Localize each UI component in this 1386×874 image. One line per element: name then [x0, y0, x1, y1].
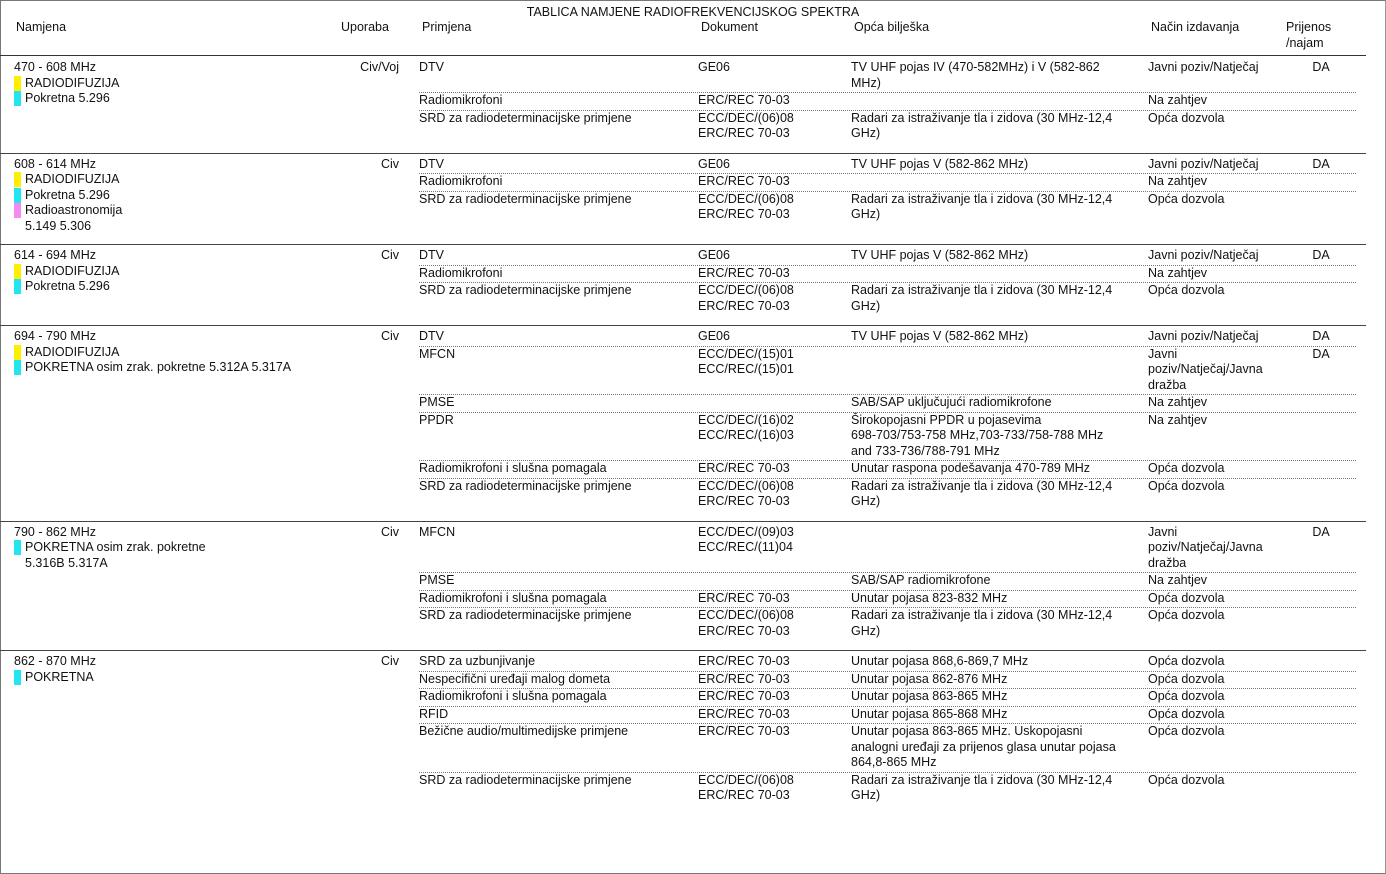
biljeska-cell [851, 93, 1148, 109]
service-color-marker [14, 172, 21, 187]
dokument-cell: ECC/DEC/(06)08 ERC/REC 70-03 [698, 608, 794, 638]
table-row [419, 413, 1356, 462]
dokument-cell: ERC/REC 70-03 [698, 689, 790, 703]
biljeska-cell [851, 266, 1148, 282]
prijenos-cell [1286, 773, 1356, 804]
dokument-cell [698, 573, 851, 589]
application-rows [419, 60, 1356, 143]
service-color-marker [14, 203, 21, 218]
service-color-marker [14, 264, 21, 279]
prijenos-cell [1286, 93, 1356, 109]
dokument-cell [698, 395, 851, 411]
biljeska-cell: Unutar pojasa 862-876 MHz [851, 671, 1008, 686]
dokument-cell: ERC/REC 70-03 [698, 174, 790, 188]
nacin-cell: Opća dozvola [1148, 608, 1225, 622]
dokument-cell: GE06 [698, 329, 730, 343]
biljeska-cell: Unutar pojasa 868,6-869,7 MHz [851, 654, 1029, 668]
table-row [419, 329, 1356, 347]
dokument-cell: ECC/DEC/(06)08 ERC/REC 70-03 [698, 191, 794, 221]
biljeska-cell: Unutar pojasa 865-868 MHz [851, 706, 1008, 721]
primjena-cell: DTV [419, 248, 444, 262]
service-color-marker [14, 188, 21, 203]
primjena-cell: Radiomikrofoni i slušna pomagala [419, 461, 607, 475]
allocation-item [14, 264, 340, 280]
table-row [419, 525, 1356, 574]
uporaba-cell: Civ [380, 156, 399, 171]
dokument-cell: ECC/DEC/(16)02 ECC/REC/(16)03 [698, 412, 794, 442]
frequency-section [0, 154, 1366, 246]
primjena-cell: SRD za uzbunjivanje [419, 654, 536, 668]
allocation-item [14, 188, 340, 204]
primjena-cell: SRD za radiodeterminacijske primjene [419, 191, 632, 206]
prijenos-cell [1286, 283, 1356, 314]
dokument-cell: ERC/REC 70-03 [698, 724, 790, 738]
dokument-cell: ERC/REC 70-03 [698, 93, 790, 107]
primjena-cell: PMSE [419, 573, 455, 587]
table-row [419, 773, 1356, 805]
application-rows [419, 525, 1356, 641]
biljeska-cell: Unutar raspona podešavanja 470-789 MHz [851, 461, 1091, 475]
primjena-cell: DTV [419, 329, 444, 343]
nacin-cell: Javni poziv/Natječaj/Javna dražba [1148, 346, 1263, 392]
biljeska-cell: Radari za istraživanje tla i zidova (30 MHz-12,4 GHz) [851, 191, 1113, 221]
biljeska-cell: TV UHF pojas V (582-862 MHz) [851, 329, 1029, 343]
prijenos-cell [1286, 707, 1356, 723]
prijenos-cell [1286, 174, 1356, 190]
nacin-cell: Na zahtjev [1148, 174, 1208, 188]
primjena-cell: DTV [419, 156, 444, 171]
frequency-range: 608 - 614 MHz [14, 156, 96, 171]
prijenos-cell [1286, 573, 1356, 589]
allocation-label: Radioastronomija 5.149 5.306 [25, 203, 123, 233]
prijenos-cell [1286, 672, 1356, 688]
application-rows [419, 329, 1356, 511]
table-row [419, 174, 1356, 192]
nacin-cell: Opća dozvola [1148, 191, 1225, 206]
namjena-cell [0, 248, 340, 315]
primjena-cell: DTV [419, 60, 444, 74]
table-row [419, 395, 1356, 413]
table-row [419, 192, 1356, 224]
table-title: TABLICA NAMJENE RADIOFREKVENCIJSKOG SPEKTRA [526, 5, 860, 19]
prijenos-cell [1286, 479, 1356, 510]
table-row [419, 347, 1356, 396]
allocation-label: Pokretna 5.296 [25, 91, 110, 105]
primjena-cell: RFID [419, 706, 449, 721]
header-biljeska: Opća bilješka [854, 20, 930, 34]
nacin-cell: Javni poziv/Natječaj [1148, 329, 1259, 343]
header-nacin: Način izdavanja [1151, 20, 1240, 34]
prijenos-cell [1286, 461, 1356, 477]
dokument-cell: ERC/REC 70-03 [698, 706, 790, 721]
dokument-cell: ERC/REC 70-03 [698, 265, 790, 280]
nacin-cell: Opća dozvola [1148, 671, 1225, 686]
header-divider [0, 55, 1366, 56]
dokument-cell: ECC/DEC/(06)08 ERC/REC 70-03 [698, 110, 794, 140]
nacin-cell: Na zahtjev [1148, 93, 1208, 107]
biljeska-cell: SAB/SAP uključujući radiomikrofone [851, 395, 1052, 409]
header-primjena: Primjena [422, 20, 472, 34]
nacin-cell: Na zahtjev [1148, 412, 1208, 427]
biljeska-cell: Unutar pojasa 823-832 MHz [851, 590, 1008, 605]
allocation-label: POKRETNA [25, 669, 94, 684]
primjena-cell: SRD za radiodeterminacijske primjene [419, 772, 632, 787]
table-row [419, 479, 1356, 511]
service-color-marker [14, 76, 21, 91]
prijenos-cell: DA [1312, 248, 1330, 262]
biljeska-cell: Širokopojasni PPDR u pojasevima 698-703/753-758 MHz,703-733/758-788 MHz and 733-736/788-791 MHz [851, 412, 1104, 458]
frequency-section [0, 57, 1366, 154]
allocation-label: POKRETNA osim zrak. pokretne 5.312A 5.317A [25, 360, 292, 374]
service-color-marker [14, 279, 21, 294]
primjena-cell: Radiomikrofoni i slušna pomagala [419, 689, 607, 703]
biljeska-cell: Unutar pojasa 863-865 MHz [851, 689, 1008, 703]
table-row [419, 608, 1356, 640]
nacin-cell: Opća dozvola [1148, 689, 1225, 703]
nacin-cell: Opća dozvola [1148, 654, 1225, 668]
biljeska-cell: TV UHF pojas V (582-862 MHz) [851, 248, 1029, 262]
nacin-cell: Javni poziv/Natječaj [1148, 60, 1259, 74]
dokument-cell: ECC/DEC/(06)08 ERC/REC 70-03 [698, 478, 794, 508]
frequency-range: 694 - 790 MHz [14, 329, 96, 343]
nacin-cell: Javni poziv/Natječaj [1148, 156, 1259, 171]
nacin-cell: Javni poziv/Natječaj/Javna dražba [1148, 524, 1263, 570]
nacin-cell: Opća dozvola [1148, 772, 1225, 787]
table-row [419, 724, 1356, 773]
prijenos-cell: DA [1312, 156, 1330, 171]
table-row [419, 248, 1356, 266]
prijenos-cell [1286, 111, 1356, 142]
primjena-cell: Bežične audio/multimedijske primjene [419, 724, 629, 738]
frequency-range: 862 - 870 MHz [14, 654, 96, 668]
namjena-cell [0, 525, 340, 641]
uporaba-cell: Civ [380, 329, 399, 343]
prijenos-cell [1286, 395, 1356, 411]
biljeska-cell [851, 525, 1148, 572]
nacin-cell: Opća dozvola [1148, 283, 1225, 297]
allocation-item [14, 360, 340, 376]
prijenos-cell: DA [1312, 524, 1330, 539]
service-color-marker [14, 670, 21, 685]
biljeska-cell: Unutar pojasa 863-865 MHz. Uskopojasni analogni uređaji za prijenos glasa unutar pojasa 864,8-865 MHz [851, 724, 1116, 769]
biljeska-cell: Radari za istraživanje tla i zidova (30 MHz-12,4 GHz) [851, 608, 1113, 638]
service-color-marker [14, 360, 21, 375]
table-row [419, 689, 1356, 707]
primjena-cell: SRD za radiodeterminacijske primjene [419, 283, 632, 297]
application-rows [419, 248, 1356, 315]
allocation-label: Pokretna 5.296 [25, 279, 110, 293]
primjena-cell: MFCN [419, 524, 456, 539]
nacin-cell: Na zahtjev [1148, 395, 1208, 409]
dokument-cell: ECC/DEC/(06)08 ERC/REC 70-03 [698, 772, 794, 802]
uporaba-cell: Civ [380, 654, 399, 668]
service-color-marker [14, 345, 21, 360]
dokument-cell: ERC/REC 70-03 [698, 590, 790, 605]
allocation-item [14, 540, 340, 571]
nacin-cell: Opća dozvola [1148, 110, 1225, 125]
table-row [419, 60, 1356, 93]
nacin-cell: Opća dozvola [1148, 590, 1225, 605]
namjena-cell [0, 654, 340, 805]
primjena-cell: Radiomikrofoni [419, 93, 503, 107]
table-row [419, 707, 1356, 725]
primjena-cell: SRD za radiodeterminacijske primjene [419, 110, 632, 125]
table-row [419, 461, 1356, 479]
prijenos-cell [1286, 192, 1356, 223]
primjena-cell: Nespecifični uređaji malog dometa [419, 671, 611, 686]
nacin-cell: Opća dozvola [1148, 706, 1225, 721]
frequency-section [0, 326, 1366, 522]
allocation-item [14, 203, 340, 234]
primjena-cell: Radiomikrofoni i slušna pomagala [419, 590, 607, 605]
allocation-item [14, 91, 340, 107]
dokument-cell: ERC/REC 70-03 [698, 654, 790, 668]
table-row [419, 591, 1356, 609]
nacin-cell: Na zahtjev [1148, 265, 1208, 280]
prijenos-cell [1286, 608, 1356, 639]
allocation-label: RADIODIFUZIJA [25, 344, 120, 359]
header-uporaba: Uporaba [341, 20, 389, 34]
nacin-cell: Na zahtjev [1148, 573, 1208, 587]
allocation-item [14, 670, 340, 686]
biljeska-cell: TV UHF pojas V (582-862 MHz) [851, 156, 1029, 171]
prijenos-cell [1286, 654, 1356, 670]
nacin-cell: Javni poziv/Natječaj [1148, 248, 1259, 262]
primjena-cell: SRD za radiodeterminacijske primjene [419, 478, 632, 493]
nacin-cell: Opća dozvola [1148, 724, 1225, 738]
namjena-cell [0, 157, 340, 235]
header-namjena: Namjena [16, 20, 67, 34]
allocation-table [0, 57, 1366, 815]
allocation-item [14, 279, 340, 295]
table-row [419, 672, 1356, 690]
primjena-cell: SRD za radiodeterminacijske primjene [419, 608, 632, 622]
header-dokument: Dokument [701, 20, 758, 34]
table-row [419, 93, 1356, 111]
table-row [419, 283, 1356, 315]
dokument-cell: ECC/DEC/(09)03 ECC/REC/(11)04 [698, 524, 794, 554]
prijenos-cell [1286, 689, 1356, 705]
nacin-cell: Opća dozvola [1148, 461, 1225, 475]
frequency-range: 790 - 862 MHz [14, 524, 96, 539]
allocation-label: POKRETNA osim zrak. pokretne 5.316B 5.317A [25, 540, 206, 570]
biljeska-cell: Radari za istraživanje tla i zidova (30 MHz-12,4 GHz) [851, 283, 1113, 313]
allocation-item [14, 76, 340, 92]
allocation-item [14, 345, 340, 361]
biljeska-cell: SAB/SAP radiomikrofone [851, 573, 991, 587]
uporaba-cell: Civ/Voj [360, 60, 399, 74]
header-prijenos: Prijenos /najam [1286, 20, 1332, 50]
dokument-cell: ECC/DEC/(15)01 ECC/REC/(15)01 [698, 346, 794, 376]
prijenos-cell [1286, 591, 1356, 607]
dokument-cell: GE06 [698, 60, 730, 74]
frequency-section [0, 651, 1366, 815]
uporaba-cell: Civ [380, 248, 399, 262]
biljeska-cell: Radari za istraživanje tla i zidova (30 MHz-12,4 GHz) [851, 478, 1113, 508]
table-row [419, 654, 1356, 672]
table-row [419, 573, 1356, 591]
allocation-label: RADIODIFUZIJA [25, 172, 120, 186]
dokument-cell: ERC/REC 70-03 [698, 671, 790, 686]
allocation-item [14, 172, 340, 188]
prijenos-cell [1286, 266, 1356, 282]
allocation-label: RADIODIFUZIJA [25, 75, 120, 90]
allocation-label: RADIODIFUZIJA [25, 263, 120, 278]
prijenos-cell [1286, 413, 1356, 460]
primjena-cell: Radiomikrofoni [419, 265, 503, 280]
application-rows [419, 654, 1356, 805]
frequency-range: 470 - 608 MHz [14, 60, 96, 74]
primjena-cell: PPDR [419, 412, 454, 427]
allocation-label: Pokretna 5.296 [25, 187, 110, 202]
biljeska-cell: Radari za istraživanje tla i zidova (30 MHz-12,4 GHz) [851, 110, 1113, 140]
dokument-cell: ECC/DEC/(06)08 ERC/REC 70-03 [698, 283, 794, 313]
biljeska-cell [851, 347, 1148, 394]
nacin-cell: Opća dozvola [1148, 478, 1225, 493]
table-row [419, 157, 1356, 175]
service-color-marker [14, 91, 21, 106]
primjena-cell: Radiomikrofoni [419, 174, 503, 188]
namjena-cell [0, 329, 340, 511]
frequency-section [0, 245, 1366, 326]
primjena-cell: PMSE [419, 395, 455, 409]
namjena-cell [0, 60, 340, 143]
dokument-cell: GE06 [698, 248, 730, 262]
prijenos-cell: DA [1312, 346, 1330, 361]
prijenos-cell: DA [1312, 329, 1330, 343]
uporaba-cell: Civ [380, 524, 399, 539]
biljeska-cell: TV UHF pojas IV (470-582MHz) i V (582-862 MHz) [851, 60, 1100, 90]
dokument-cell: ERC/REC 70-03 [698, 461, 790, 475]
biljeska-cell: Radari za istraživanje tla i zidova (30 MHz-12,4 GHz) [851, 772, 1113, 802]
dokument-cell: GE06 [698, 156, 730, 171]
prijenos-cell: DA [1312, 60, 1330, 74]
service-color-marker [14, 540, 21, 555]
table-row [419, 111, 1356, 143]
primjena-cell: MFCN [419, 346, 456, 361]
biljeska-cell [851, 174, 1148, 190]
frequency-range: 614 - 694 MHz [14, 248, 96, 262]
table-row [419, 266, 1356, 284]
frequency-section [0, 522, 1366, 652]
application-rows [419, 157, 1356, 235]
prijenos-cell [1286, 724, 1356, 771]
